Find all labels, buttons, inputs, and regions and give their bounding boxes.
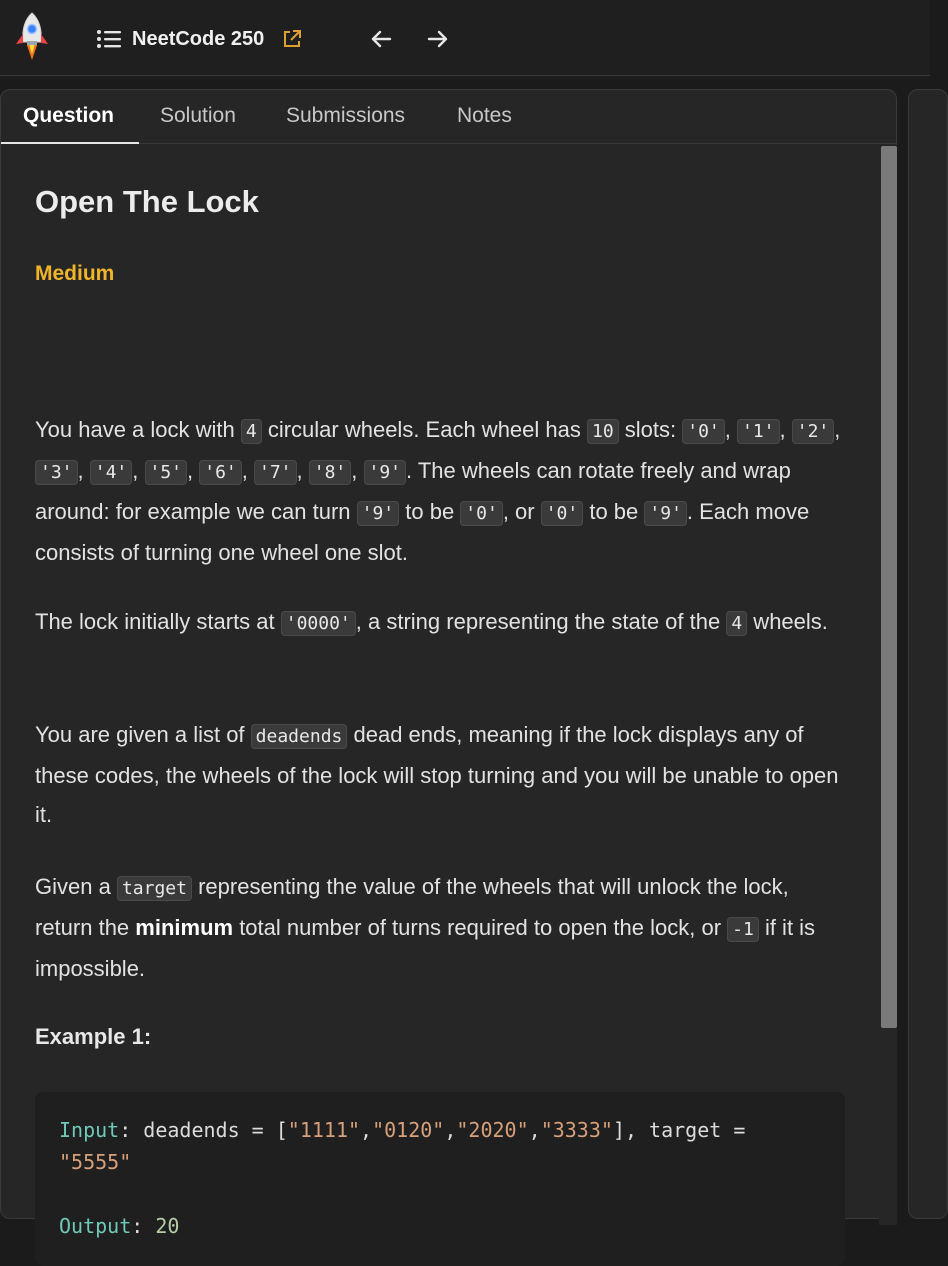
inline-code: '0000' — [281, 611, 356, 636]
list-icon — [96, 28, 122, 50]
inline-code: '8' — [309, 460, 352, 485]
inline-code: '7' — [254, 460, 297, 485]
problem-list-button[interactable] — [96, 24, 302, 54]
problem-title: Open The Lock — [35, 184, 259, 219]
inline-code: 10 — [587, 419, 619, 444]
example-code-block — [35, 1092, 845, 1266]
difficulty-badge: Medium — [35, 262, 115, 285]
question-panel — [0, 89, 897, 1238]
example-heading: Example 1: — [35, 1024, 152, 1049]
example-target-line: "5555" — [59, 1150, 132, 1174]
inline-code: '5' — [145, 460, 188, 485]
previous-arrow-icon[interactable] — [368, 26, 394, 52]
inline-code: '4' — [90, 460, 133, 485]
inline-code: '0' — [541, 501, 584, 526]
description-paragraph-2: The lock initially starts at '0000' , a string representing the state of the 4 wheels. — [35, 609, 828, 634]
inline-code: '0' — [682, 419, 725, 444]
inline-code: -1 — [727, 917, 759, 942]
top-bar — [0, 0, 930, 76]
tab-solution[interactable]: Solution — [160, 104, 236, 127]
inline-code: target — [117, 876, 192, 901]
tab-notes[interactable]: Notes — [457, 104, 512, 127]
tab-submissions[interactable]: Submissions — [286, 104, 406, 127]
inline-code: 4 — [241, 419, 262, 444]
inline-code: '6' — [199, 460, 242, 485]
example-output-line: Output: 20 — [59, 1214, 180, 1238]
tab-bar — [1, 90, 896, 144]
inline-code: '2' — [792, 419, 835, 444]
inline-code: 4 — [726, 611, 747, 636]
active-tab-underline — [1, 142, 139, 144]
next-arrow-icon[interactable] — [425, 26, 451, 52]
right-panel-edge — [908, 89, 948, 1219]
description-paragraph-1: You have a lock with 4 circular wheels. Each wheel has 10 slots: '0' , '1' , '2' , '3' , '4' , '5' , '6' , '7' , '8' , '9' . The wheels can rotate freely and wrap around: for example we can turn '9' to be '0' , or '0' to be '9' . Each move consists of turning one wheel one slot. — [35, 417, 841, 565]
tab-question[interactable]: Question — [23, 104, 115, 127]
bold-text: minimum — [135, 915, 234, 940]
inline-code: '9' — [364, 460, 407, 485]
problem-list-label: NeetCode 250 — [132, 27, 265, 50]
inline-code: '9' — [357, 501, 400, 526]
inline-code: '0' — [460, 501, 503, 526]
inline-code: '1' — [737, 419, 780, 444]
external-link-icon[interactable] — [282, 29, 302, 49]
scrollbar-thumb[interactable] — [881, 146, 897, 1028]
inline-code: '3' — [35, 460, 78, 485]
example-input-line: Input: deadends = ["1111","0120","2020","3333"], target = — [59, 1118, 746, 1142]
inline-code: '9' — [644, 501, 687, 526]
inline-code: deadends — [251, 724, 348, 749]
description-paragraph-4: Given a target representing the value of the wheels that will unlock the lock, return the minimum total number of turns required to open the lock, or -1 if it is impossible. — [35, 874, 816, 981]
rocket-logo-icon[interactable] — [10, 10, 54, 66]
description-paragraph-3: You are given a list of deadends dead ends, meaning if the lock displays any of these codes, the wheels of the lock will stop turning and you will be unable to open it. — [35, 722, 839, 827]
